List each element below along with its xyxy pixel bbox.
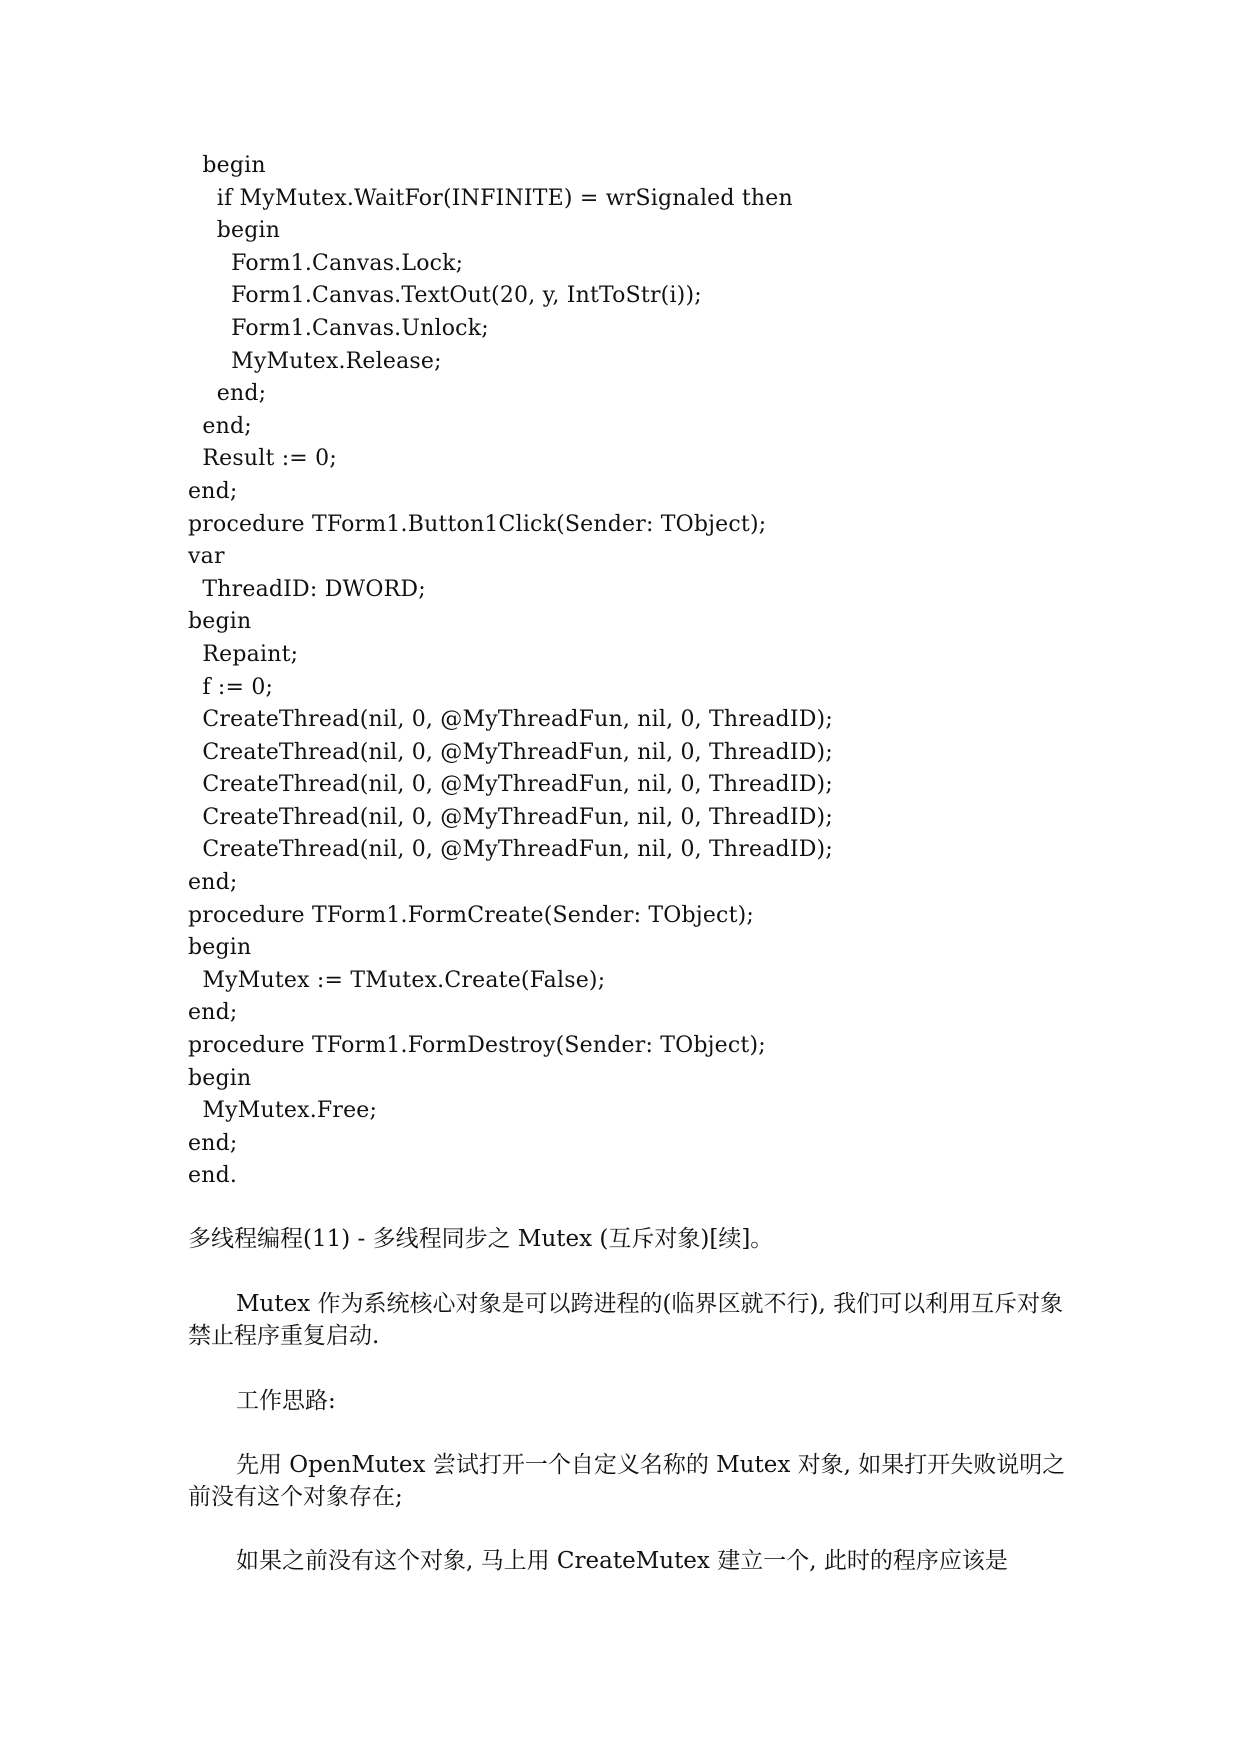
code-line: begin bbox=[188, 1065, 252, 1091]
code-line: begin bbox=[188, 935, 252, 961]
code-line: begin bbox=[188, 609, 252, 635]
paragraph-text: 如果之前没有这个对象, 马上用 CreateMutex 建立一个, 此时的程序应该是 bbox=[236, 1548, 1008, 1574]
paragraph bbox=[188, 1545, 1068, 1577]
code-line: Form1.Canvas.Lock; bbox=[188, 250, 464, 276]
section-title-text: 多线程编程(11) - 多线程同步之 Mutex (互斥对象)[续]。 bbox=[188, 1226, 774, 1252]
code-line: procedure TForm1.FormDestroy(Sender: TObject); bbox=[188, 1033, 766, 1059]
code-line: end; bbox=[188, 381, 267, 407]
paragraph bbox=[188, 1288, 1068, 1352]
code-line: MyMutex.Release; bbox=[188, 348, 442, 374]
code-line: procedure TForm1.Button1Click(Sender: TObject); bbox=[188, 511, 767, 537]
code-line: end; bbox=[188, 1130, 238, 1156]
paragraph-text: Mutex 作为系统核心对象是可以跨进程的(临界区就不行), 我们可以利用互斥对象禁止程序重复启动. bbox=[188, 1291, 1064, 1349]
paragraph-text: 工作思路: bbox=[236, 1388, 336, 1414]
code-line: ThreadID: DWORD; bbox=[188, 576, 426, 602]
paragraph-text: 先用 OpenMutex 尝试打开一个自定义名称的 Mutex 对象, 如果打开失败说明之前没有这个对象存在; bbox=[188, 1452, 1066, 1510]
code-line: Repaint; bbox=[188, 641, 299, 667]
code-line: Form1.Canvas.Unlock; bbox=[188, 315, 489, 341]
code-line: begin bbox=[188, 153, 266, 178]
code-line: CreateThread(nil, 0, @MyThreadFun, nil, 0, ThreadID); bbox=[188, 804, 833, 830]
code-line: MyMutex := TMutex.Create(False); bbox=[188, 967, 606, 993]
code-line: MyMutex.Free; bbox=[188, 1098, 378, 1124]
code-line: f := 0; bbox=[188, 674, 274, 700]
code-block bbox=[188, 150, 833, 1193]
code-line: var bbox=[188, 544, 225, 570]
code-line: end. bbox=[188, 1163, 238, 1189]
paragraph bbox=[188, 1449, 1068, 1513]
code-line: begin bbox=[188, 218, 281, 244]
code-line: CreateThread(nil, 0, @MyThreadFun, nil, 0, ThreadID); bbox=[188, 772, 833, 798]
code-line: CreateThread(nil, 0, @MyThreadFun, nil, 0, ThreadID); bbox=[188, 739, 833, 765]
code-line: end; bbox=[188, 413, 252, 439]
code-line: Form1.Canvas.TextOut(20, y, IntToStr(i)); bbox=[188, 283, 702, 309]
code-line: CreateThread(nil, 0, @MyThreadFun, nil, 0, ThreadID); bbox=[188, 837, 833, 863]
code-line: end; bbox=[188, 478, 238, 504]
code-line: procedure TForm1.FormCreate(Sender: TObject); bbox=[188, 902, 755, 928]
code-line: Result := 0; bbox=[188, 446, 337, 472]
section-title bbox=[188, 1223, 1068, 1255]
code-line: end; bbox=[188, 1000, 238, 1026]
paragraph bbox=[188, 1385, 1068, 1417]
code-line: if MyMutex.WaitFor(INFINITE) = wrSignaled then bbox=[188, 185, 793, 211]
code-line: end; bbox=[188, 870, 238, 896]
code-line: CreateThread(nil, 0, @MyThreadFun, nil, 0, ThreadID); bbox=[188, 707, 833, 733]
